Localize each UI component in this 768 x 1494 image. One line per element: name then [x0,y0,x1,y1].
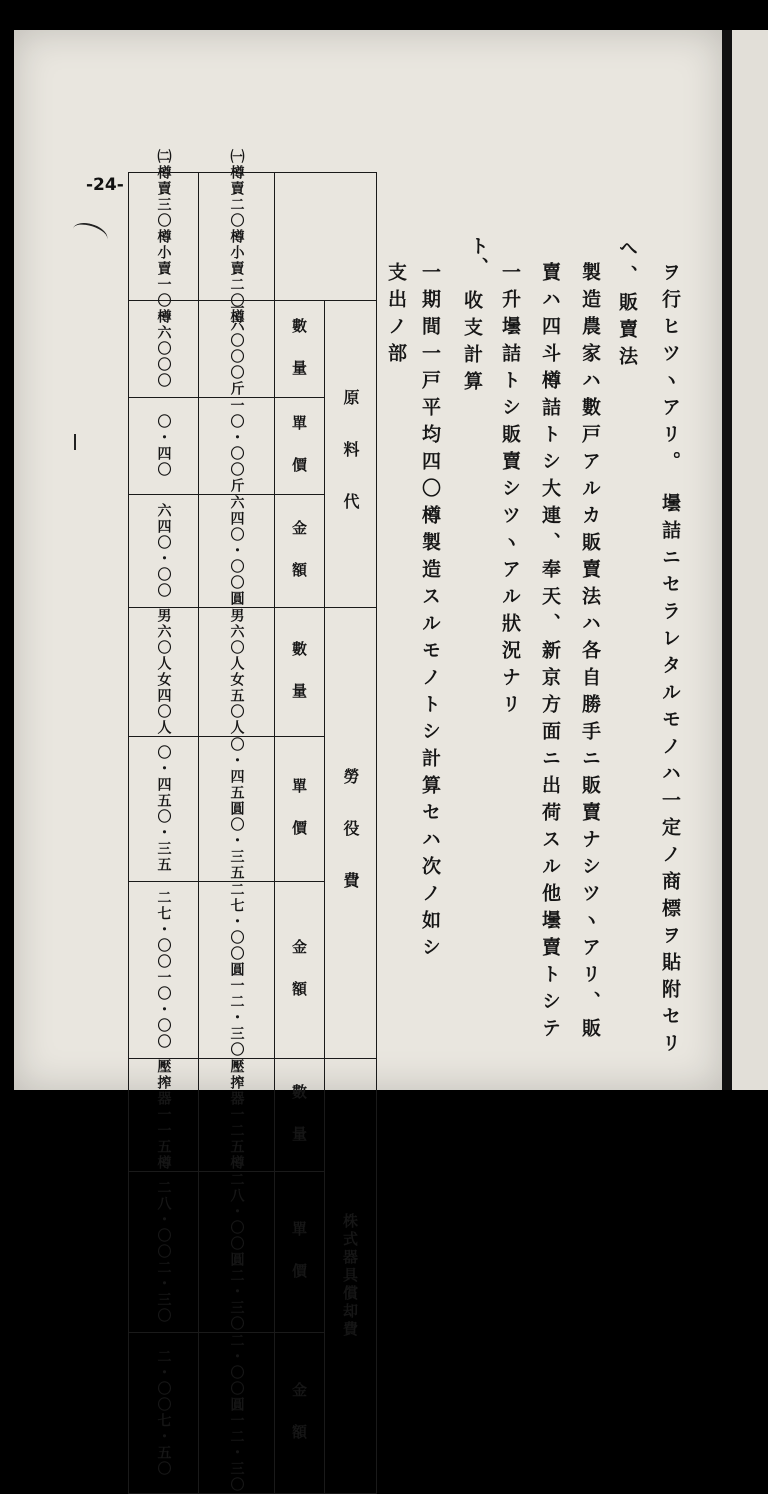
equip-unit: 二八・〇〇 [155,1180,172,1260]
labor-unit: 〇・四五 [155,745,172,809]
table-cell [129,1172,199,1333]
header-unit-price: 單 價 [290,1220,308,1284]
sub-header [275,1059,325,1172]
table-cell-label [199,148,275,325]
header-quantity: 數 量 [290,317,308,381]
equip-qty: 一五樽 [155,1123,172,1171]
equip-qty: 二五樽 [228,1123,245,1171]
equip-qty: 壓搾器一 [228,1059,245,1123]
group-header [325,1059,377,1494]
table-cell [129,608,199,737]
labor-qty: 男六〇人 [228,608,245,672]
header-equipment: 株式器具償却費 [341,1213,359,1339]
table-cell [199,398,275,495]
table-cell [199,1172,275,1333]
labor-qty: 男六〇人 [155,608,172,672]
table-corner-cell [275,173,377,301]
raw-qty: 一六〇〇〇斤 [228,301,245,397]
table-cell [129,1059,199,1172]
labor-qty: 女五〇人 [228,672,245,736]
table-cell [199,882,275,1059]
table-row [129,1059,377,1172]
text-column-3: 製造農家ハ數戸アルカ販賣法ハ各自勝手ニ販賣ナシツヽアリ、販 [579,262,601,1045]
sub-header [275,398,325,495]
sub-header [275,1333,325,1494]
row-label: 小賣一〇樽 [155,244,172,325]
header-quantity: 數 量 [290,640,308,704]
table-cell [129,495,199,608]
raw-unit: 一〇・〇〇斤 [228,398,245,494]
row-label: 樽賣三〇樽 [155,164,172,245]
labor-amount: 一二・三〇 [228,978,245,1058]
table-cell [129,737,199,882]
page-number: -24- [86,175,124,195]
labor-amount: 一〇・〇〇 [155,970,172,1050]
equip-amount: 二・〇〇 [155,1349,172,1413]
header-quantity: 數 量 [290,1083,308,1147]
text-column-8: 一期間一戸平均四〇樽製造スルモノトシ計算セハ次ノ如シ [419,262,441,964]
raw-amount: 六四〇・〇〇圓 [228,495,245,607]
facing-page-edge [732,30,768,1090]
page-gutter [722,30,732,1090]
table-cell [199,495,275,608]
table-cell [199,301,275,398]
header-amount: 金 額 [290,1381,308,1445]
pen-mark [74,434,76,450]
raw-qty: 一六〇〇〇 [155,309,172,389]
text-column-4: 賣ハ四斗樽詰トシ大連、奉天、新京方面ニ出荷スル他壜賣トシテ [539,262,561,1045]
labor-unit: 〇・三五 [155,809,172,873]
equip-unit: 二八・〇〇圓 [228,1172,245,1268]
section-marker-to: ト、 [467,236,489,278]
row-number: ㈡ [155,148,172,165]
sub-header [275,608,325,737]
group-header [325,608,377,1059]
equip-amount: 二・〇〇圓 [228,1333,245,1413]
section-heading-balance: 收支計算 [461,290,483,398]
equip-qty: 壓搾器一 [155,1059,172,1123]
table-cell [199,1333,275,1494]
sub-header [275,1172,325,1333]
labor-amount: 二七・〇〇圓 [228,882,245,978]
row-number: ㈠ [228,148,245,165]
labor-unit: 〇・四五圓 [228,737,245,817]
text-column-1: ヲ行ヒツヽアリ。 壜詰ニセラレタルモノハ一定ノ商標ヲ貼附セリ [659,262,681,1060]
table-row [129,608,377,737]
sub-header [275,301,325,398]
table-cell [199,737,275,882]
equip-amount: 一二・三〇 [228,1413,245,1493]
header-labor: 勞 役 費 [341,768,360,898]
table-cell-label [129,148,199,325]
row-label: 樽賣二〇樽 [228,164,245,245]
labor-unit: 〇・三五 [228,817,245,881]
sub-header [275,495,325,608]
header-unit-price: 單 價 [290,414,308,478]
header-amount: 金 額 [290,519,308,583]
table-cell [129,882,199,1059]
table-cell [129,301,199,398]
table-cell [129,398,199,495]
table-cell [129,1333,199,1494]
raw-unit: 〇・四〇 [155,414,172,478]
group-header [325,301,377,608]
row-label: 小賣二〇樽 [228,244,245,325]
equip-unit: 二・三〇 [228,1268,245,1332]
sub-header [275,882,325,1059]
table-label-row [129,173,377,301]
table-row [129,301,377,398]
section-heading-expenditure: 支出ノ部 [385,262,407,370]
sub-header [275,737,325,882]
header-unit-price: 單 價 [290,777,308,841]
raw-amount: 六四〇・〇〇 [155,503,172,599]
header-amount: 金 額 [290,938,308,1002]
text-column-5: 一升壜詰トシ販賣シツヽアル狀況ナリ [499,262,521,721]
equip-amount: 七・五〇 [155,1413,172,1477]
header-raw-material: 原 料 代 [341,389,360,519]
table-cell [199,1059,275,1172]
expenditure-table [128,148,377,1494]
labor-qty: 女四〇人 [155,672,172,736]
labor-amount: 二七・〇〇 [155,890,172,970]
equip-unit: 二・三〇 [155,1260,172,1324]
section-heading-sales: へ、販賣法 [616,238,638,373]
table-cell [199,608,275,737]
